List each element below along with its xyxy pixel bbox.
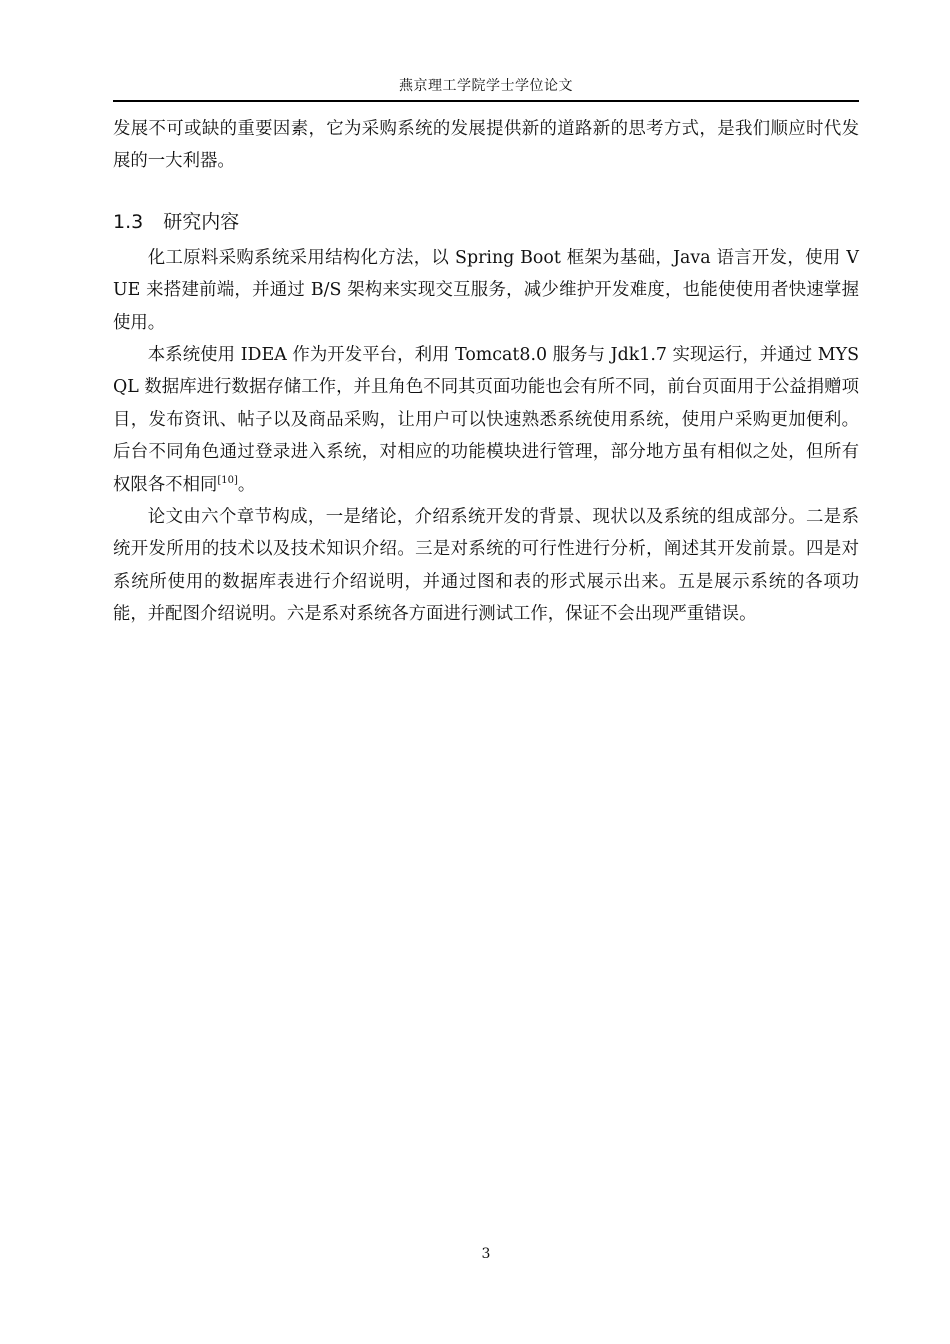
paragraph-1: 化工原料采购系统采用结构化方法，以 Spring Boot 框架为基础，Java 语言开发，使用 VUE 来搭建前端，并通过 B/S 架构来实现交互服务，减少维护开发难度，也能使使用者快速掌握使用。 <box>113 247 859 333</box>
section-title: 研究内容 <box>163 210 240 233</box>
header-rule <box>113 100 859 102</box>
continued-paragraph: 发展不可或缺的重要因素，它为采购系统的发展提供新的道路新的思考方式，是我们顺应时代发展的一大利器。 <box>113 119 859 172</box>
section-number: 1.3 <box>113 210 144 233</box>
page-number: 3 <box>481 1246 491 1262</box>
page-body <box>113 113 859 631</box>
paragraph-2 <box>113 339 859 501</box>
section-heading <box>113 206 859 238</box>
citation-marker: [10] <box>217 474 238 486</box>
paragraph-2-tail: 。 <box>237 474 256 495</box>
running-header: 燕京理工学院学士学位论文 <box>399 78 573 94</box>
paragraph-2-text: 本系统使用 IDEA 作为开发平台，利用 Tomcat8.0 服务与 Jdk1.7 实现运行，并通过 MYSQL 数据库进行数据存储工作，并且角色不同其页面功能也会有所不同，前台页面用于公益捐赠项目，发布资讯、帖子以及商品采购，让用户可以快速熟悉系统使用系统，使用户采购更加便利。后台不同角色通过登录进入系统，对相应的功能模块进行管理，部分地方虽有相似之处，但所有权限各不相同 <box>113 345 859 495</box>
paragraph-3: 论文由六个章节构成，一是绪论，介绍系统开发的背景、现状以及系统的组成部分。二是系统开发所用的技术以及技术知识介绍。三是对系统的可行性进行分析，阐述其开发前景。四是对系统所使用的数据库表进行介绍说明，并通过图和表的形式展示出来。五是展示系统的各项功能，并配图介绍说明。六是系对系统各方面进行测试工作，保证不会出现严重错误。 <box>113 507 859 625</box>
